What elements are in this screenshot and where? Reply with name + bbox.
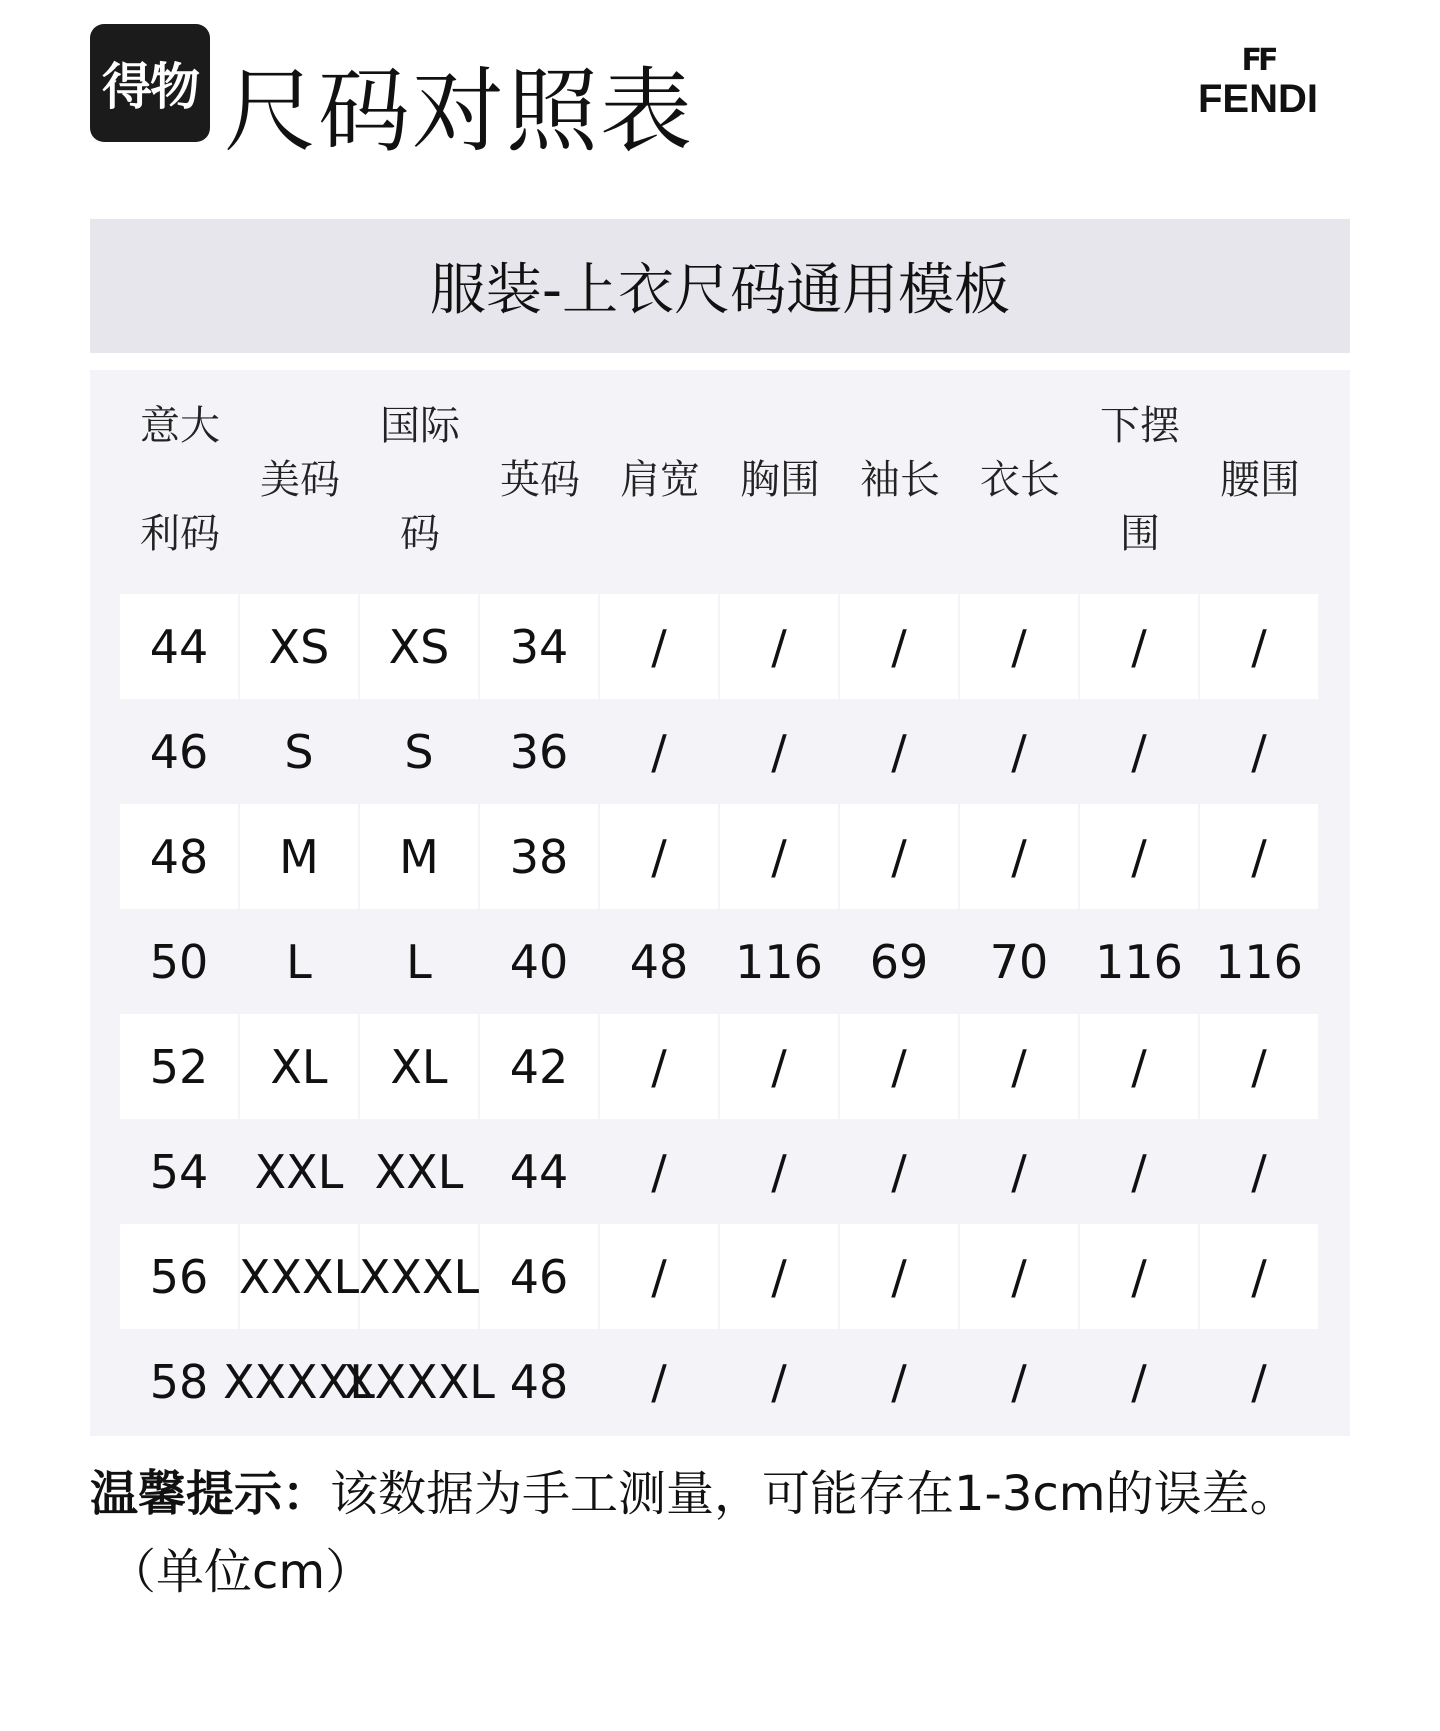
table-cell: / (840, 594, 958, 699)
table-cell: 40 (509, 934, 569, 989)
table-cell: / (600, 1224, 718, 1329)
table-cell: / (1200, 594, 1318, 699)
table-cell: XS (240, 594, 358, 699)
header-label: 码 (400, 511, 440, 557)
page-title: 尺码对照表 (224, 58, 695, 165)
table-cell: 54 (149, 1144, 209, 1199)
table-cell: / (600, 804, 718, 909)
table-cell: / (1011, 724, 1027, 779)
table-cell: XL (360, 1014, 478, 1119)
table-cell: / (1011, 1144, 1027, 1199)
header-label: 袖长 (860, 457, 940, 503)
header-cell (600, 400, 720, 560)
table-cell: 46 (480, 1224, 598, 1329)
table-cell: XS (360, 594, 478, 699)
table-cell: 52 (120, 1014, 238, 1119)
header-cell (480, 400, 600, 560)
table-cell: / (720, 1224, 838, 1329)
table-cell: 36 (509, 724, 569, 779)
table-cell: / (1200, 804, 1318, 909)
table-body (120, 594, 1320, 1434)
table-cell: 116 (1215, 934, 1303, 989)
header-label: 下摆 (1100, 403, 1180, 449)
table-header-row (120, 400, 1320, 560)
size-table (90, 370, 1350, 1436)
table-cell: XXXXL (223, 1354, 375, 1409)
table-cell: M (240, 804, 358, 909)
table-cell: / (771, 724, 787, 779)
header-label: 围 (1120, 511, 1160, 557)
table-cell: / (651, 724, 667, 779)
brand-logo (1188, 44, 1328, 120)
table-cell: / (1080, 804, 1198, 909)
table-cell: / (960, 1224, 1078, 1329)
table-cell: / (1251, 724, 1267, 779)
table-cell: XL (240, 1014, 358, 1119)
header-cell (360, 400, 480, 560)
table-cell: / (720, 1014, 838, 1119)
table-title: 服装-上衣尺码通用模板 (90, 219, 1350, 353)
table-cell: 44 (509, 1144, 569, 1199)
table-cell: L (406, 934, 432, 989)
tip-note (90, 1455, 1390, 1611)
table-cell: XXL (254, 1144, 344, 1199)
logo-text: 得物 (102, 58, 198, 116)
table-cell: S (404, 724, 434, 779)
table-cell: / (840, 804, 958, 909)
table-cell: / (1080, 594, 1198, 699)
table-row (120, 594, 1320, 699)
table-cell: XXL (374, 1144, 464, 1199)
table-cell: M (360, 804, 478, 909)
table-cell: / (1251, 1144, 1267, 1199)
table-cell: 116 (1095, 934, 1183, 989)
table-cell: / (840, 1014, 958, 1119)
table-cell: 56 (120, 1224, 238, 1329)
table-cell: / (960, 804, 1078, 909)
table-cell: 69 (869, 934, 929, 989)
tip-text: 该数据为手工测量，可能存在1-3cm的误差。 (330, 1466, 1298, 1522)
table-cell: 70 (989, 934, 1049, 989)
table-cell: / (891, 1354, 907, 1409)
table-cell: / (1200, 1224, 1318, 1329)
table-cell: 44 (120, 594, 238, 699)
table-cell: XXXXL (343, 1354, 495, 1409)
table-cell: S (284, 724, 314, 779)
dewu-logo (90, 24, 210, 142)
header-label: 意大 (140, 403, 220, 449)
tip-unit: （单位cm） (108, 1544, 374, 1600)
header-cell (960, 400, 1080, 560)
header-cell (840, 400, 960, 560)
table-cell: / (651, 1144, 667, 1199)
header-cell (240, 400, 360, 560)
table-cell: / (771, 1354, 787, 1409)
table-cell: / (720, 804, 838, 909)
table-cell: / (771, 1144, 787, 1199)
table-cell: / (1080, 1014, 1198, 1119)
table-cell: / (600, 1014, 718, 1119)
table-cell: / (891, 1144, 907, 1199)
table-cell: / (891, 724, 907, 779)
table-cell: 48 (120, 804, 238, 909)
table-cell: / (1131, 1144, 1147, 1199)
table-row (120, 909, 1320, 1014)
header-label: 腰围 (1220, 457, 1300, 503)
header-label: 利码 (140, 511, 220, 557)
table-cell: XXXL (360, 1224, 478, 1329)
table-row (120, 1329, 1320, 1434)
header-label: 衣长 (980, 457, 1060, 503)
table-cell: 38 (480, 804, 598, 909)
table-cell: / (1131, 1354, 1147, 1409)
table-cell: 58 (149, 1354, 209, 1409)
table-cell: 48 (509, 1354, 569, 1409)
table-cell: / (1251, 1354, 1267, 1409)
table-cell: / (651, 1354, 667, 1409)
table-cell: XXXL (240, 1224, 358, 1329)
table-cell: 48 (629, 934, 689, 989)
brand-monogram-icon: FF (1241, 43, 1275, 78)
header-label: 肩宽 (620, 457, 700, 503)
header-cell (720, 400, 840, 560)
table-row (120, 1224, 1320, 1329)
table-cell: / (960, 594, 1078, 699)
table-row (120, 804, 1320, 909)
header-label: 美码 (260, 457, 340, 503)
table-cell: 42 (480, 1014, 598, 1119)
header-label: 国际 (380, 403, 460, 449)
table-row (120, 699, 1320, 804)
header-cell (1080, 400, 1200, 560)
table-cell: / (840, 1224, 958, 1329)
table-cell: / (1131, 724, 1147, 779)
table-cell: / (1011, 1354, 1027, 1409)
table-row (120, 1014, 1320, 1119)
header-label: 胸围 (740, 457, 820, 503)
table-cell: 50 (149, 934, 209, 989)
table-cell: 116 (735, 934, 823, 989)
header-label: 英码 (500, 457, 580, 503)
brand-name: FENDI (1198, 77, 1318, 121)
table-cell: L (286, 934, 312, 989)
table-cell: / (720, 594, 838, 699)
table-cell: / (1200, 1014, 1318, 1119)
table-row (120, 1119, 1320, 1224)
header-cell (120, 400, 240, 560)
table-cell: / (960, 1014, 1078, 1119)
table-cell: / (1080, 1224, 1198, 1329)
header-cell (1200, 400, 1320, 560)
table-cell: / (600, 594, 718, 699)
table-cell: 46 (149, 724, 209, 779)
table-cell: 34 (480, 594, 598, 699)
tip-label: 温馨提示： (90, 1466, 331, 1522)
